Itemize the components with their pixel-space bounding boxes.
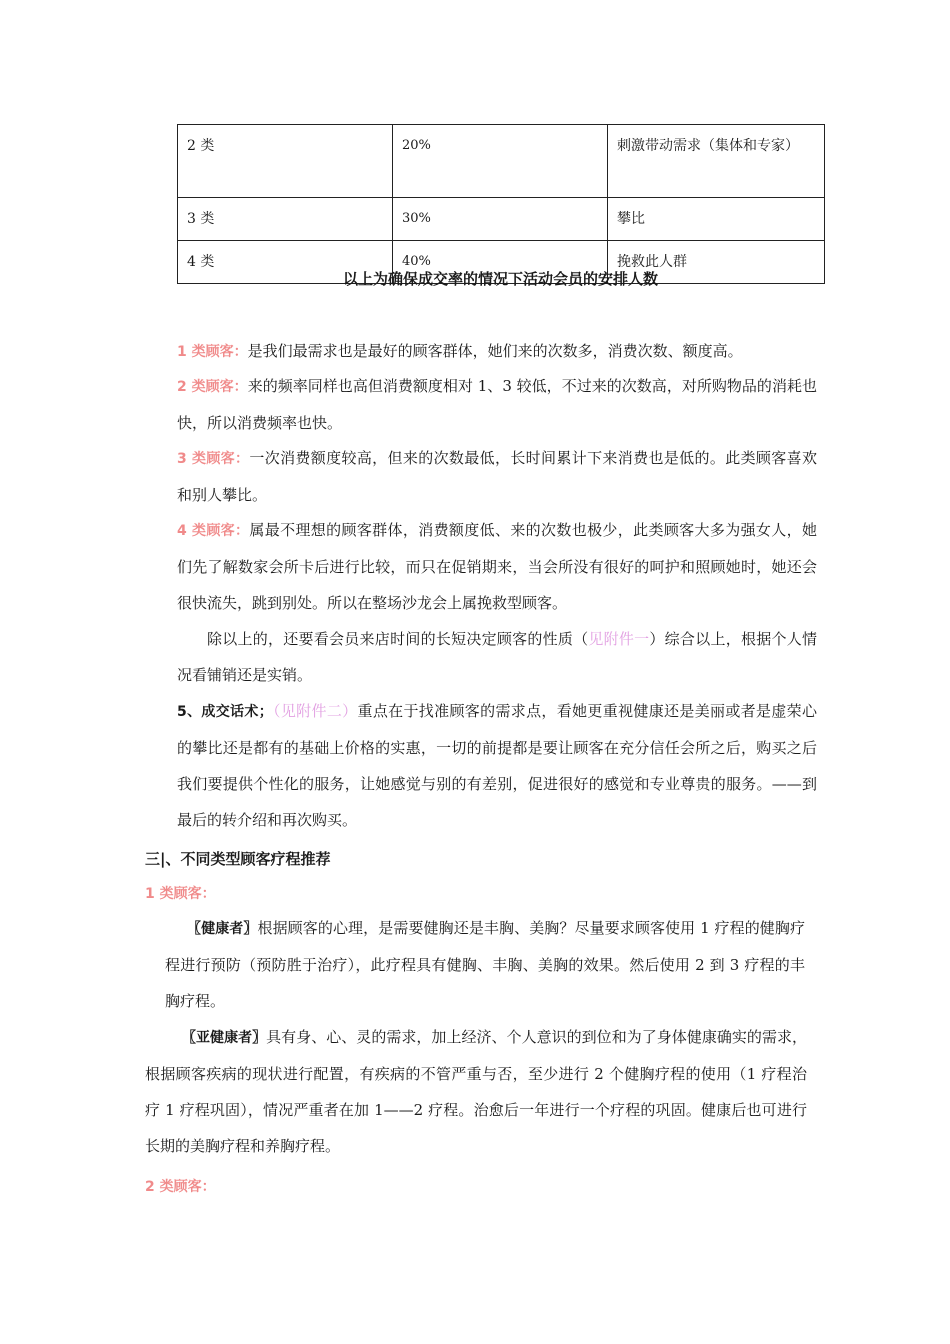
customer-type-label: 2 类顾客： [177, 379, 248, 395]
healthy-label: 〖健康者〗 [187, 921, 258, 937]
customer-type-label: 1 类顾客： [177, 344, 248, 360]
deal-script-label: 5、成交话术； [177, 704, 273, 720]
customer-type-label: 4 类顾客： [177, 523, 250, 539]
table-cell-pct: 40% [393, 241, 608, 284]
table-cell-type: 3 类 [178, 198, 393, 241]
customer-type-text: 来的频率同样也高但消费额度相对 1、3 较低，不过来的次数高，对所购物品的消耗也快，所以消费频率也快。 [177, 377, 817, 432]
subhealthy-label: 〖亚健康者〗 [182, 1030, 267, 1046]
deal-script-paragraph [177, 693, 817, 838]
healthy-text: 根据顾客的心理，是需要健胸还是丰胸、美胸？尽量要求顾客使用 1 疗程的健胸疗程进行预防（预防胜于治疗），此疗程具有健胸、丰胸、美胸的效果。然后使用 2 到 3 疗程的丰胸疗程。 [165, 919, 805, 1010]
customer-type-2-paragraph [177, 368, 817, 441]
table-row [178, 125, 825, 198]
table-cell-type: 2 类 [178, 125, 393, 198]
member-ratio-table [177, 124, 825, 284]
subhealthy-text: 具有身、心、灵的需求，加上经济、个人意识的到位和为了身体健康确实的需求，根据顾客疾病的现状进行配置，有疾病的不管严重与否，至少进行 2 个健胸疗程的使用（1 疗程治疗 1 疗程巩固），情况严重者在加 1——2 疗程。治愈后一年进行一个疗程的巩固。健康后也可进行长期的美胸疗程和养胸疗程。 [145, 1028, 808, 1155]
table-caption: 以上为确保成交率的情况下活动会员的安排人数 [342, 270, 658, 288]
extra-paragraph [177, 621, 817, 693]
attachment-2-link[interactable]: （见附件二） [272, 702, 358, 720]
table-row [178, 198, 825, 241]
subhealthy-paragraph [145, 1019, 807, 1164]
table-cell-type: 4 类 [178, 241, 393, 284]
attachment-1-link[interactable]: 见附件一 [588, 630, 650, 648]
healthy-paragraph [165, 910, 805, 1019]
extra-text-after: ）综合以上，根据个人情况看铺销还是实销。 [177, 630, 817, 684]
customer-type-label: 3 类顾客： [177, 451, 250, 467]
deal-script-text: 重点在于找准顾客的需求点，看她更重视健康还是美丽或者是虚荣心的攀比还是都有的基础上价格的实惠，一切的前提都是要让顾客在充分信任会所之后，购买之后我们要提供个性化的服务，让她感觉与别的有差别，促进很好的感觉和专业尊贵的服务。——到最后的转介绍和再次购买。 [177, 702, 817, 829]
table-cell-pct: 30% [393, 198, 608, 241]
customer-type-4-paragraph [177, 512, 817, 621]
customer-type-text: 属最不理想的顾客群体，消费额度低、来的次数也极少，此类顾客大多为强女人，她们先了解数家会所卡后进行比较，而只在促销期来，当会所没有很好的呵护和照顾她时，她还会很快流失，跳到别处。所以在整场沙龙会上属挽救型顾客。 [177, 521, 817, 612]
section-3-title: 三|、不同类型顾客疗程推荐 [145, 850, 331, 868]
extra-text-before: 除以上的，还要看会员来店时间的长短决定顾客的性质（ [207, 630, 589, 648]
type-2-label: 2 类顾客： [145, 1179, 216, 1195]
customer-type-3-paragraph [177, 440, 817, 513]
customer-type-text: 一次消费额度较高，但来的次数最低，长时间累计下来消费也是低的。此类顾客喜欢和别人攀比。 [177, 449, 817, 504]
table-cell-desc: 刺激带动需求（集体和专家） [608, 125, 825, 198]
customer-type-1-paragraph [177, 333, 817, 370]
table-cell-pct: 20% [393, 125, 608, 198]
table-cell-desc: 挽救此人群 [608, 241, 825, 284]
table-cell-desc: 攀比 [608, 198, 825, 241]
type-1-label: 1 类顾客： [145, 886, 216, 902]
customer-type-text: 是我们最需求也是最好的顾客群体，她们来的次数多，消费次数、额度高。 [247, 342, 743, 360]
